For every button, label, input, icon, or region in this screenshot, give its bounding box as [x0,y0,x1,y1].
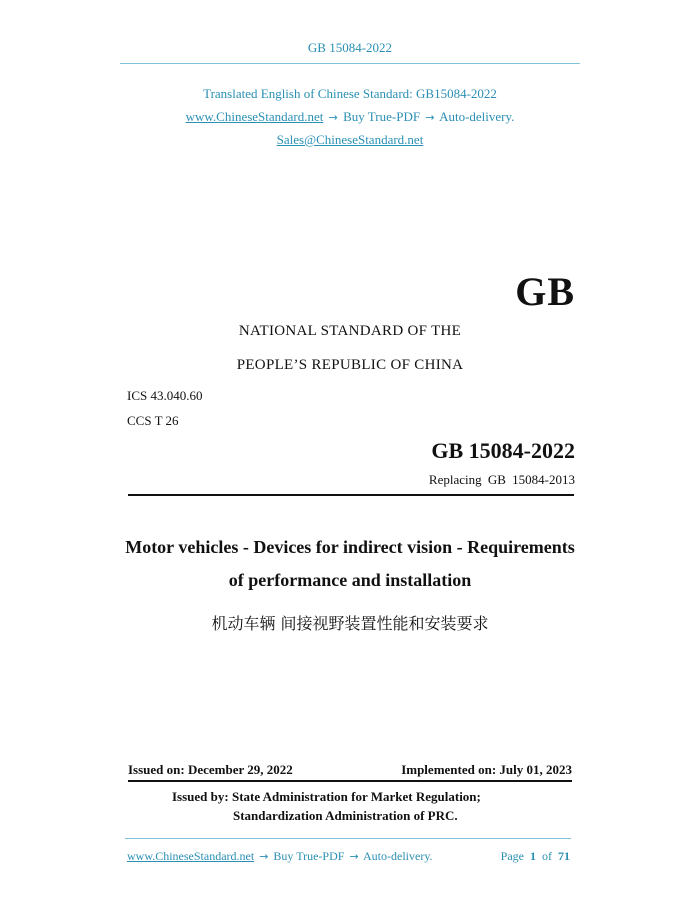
promo-line-3 [0,132,700,148]
title-english-line-1: Motor vehicles - Devices for indirect vision - Requirements [125,537,575,557]
standard-number: GB 15084-2022 [431,438,575,463]
ccs-code: CCS T 26 [127,413,179,428]
arrow-right-icon: → [328,111,338,124]
arrow-right-icon: → [349,850,359,863]
implemented-on-date: Implemented on: July 01, 2023 [401,762,572,777]
national-standard-line-1: NATIONAL STANDARD OF THE [238,323,462,339]
title-english-line-2: of performance and installation [228,570,472,590]
arrow-right-icon: → [259,850,269,863]
sales-email-link[interactable]: Sales@ChineseStandard.net [276,132,424,147]
replacing-note: Replacing GB 15084-2013 [428,472,575,487]
site-link[interactable]: www.ChineseStandard.net [185,109,324,124]
national-standard-line-2: PEOPLE’S REPUBLIC OF CHINA [236,357,464,373]
ics-code: ICS 43.040.60 [127,388,203,403]
issued-on-date: Issued on: December 29, 2022 [128,762,293,777]
title-divider [128,494,574,496]
doc-header-code: GB 15084-2022 [307,40,393,55]
arrow-right-icon: → [425,111,435,124]
page-total: 71 [558,849,570,863]
promo-line-2 [0,109,700,125]
footer-auto-delivery-text: Auto-delivery. [363,849,433,863]
page-of-label: of [542,849,552,863]
footer-site-link[interactable]: www.ChineseStandard.net [127,849,255,863]
issued-by-line-2: Standardization Administration of PRC. [233,808,458,823]
auto-delivery-text: Auto-delivery. [439,109,515,124]
issued-by-line-1: Issued by: State Administration for Market Regulation; [172,789,481,804]
buy-true-pdf-text: Buy True-PDF [343,109,421,124]
page-indicator [501,849,570,864]
dates-divider [128,780,572,782]
promo-line-1: Translated English of Chinese Standard: GB15084-2022 [203,86,497,101]
title-chinese: 机动车辆 间接视野装置性能和安装要求 [211,614,489,633]
page-label: Page [500,849,524,863]
page-current: 1 [530,849,536,863]
footer-buy-true-pdf-text: Buy True-PDF [273,849,345,863]
footer-promo [127,849,433,864]
gb-logo: GB [515,269,575,314]
footer-divider [125,838,571,839]
header-divider [120,63,580,64]
